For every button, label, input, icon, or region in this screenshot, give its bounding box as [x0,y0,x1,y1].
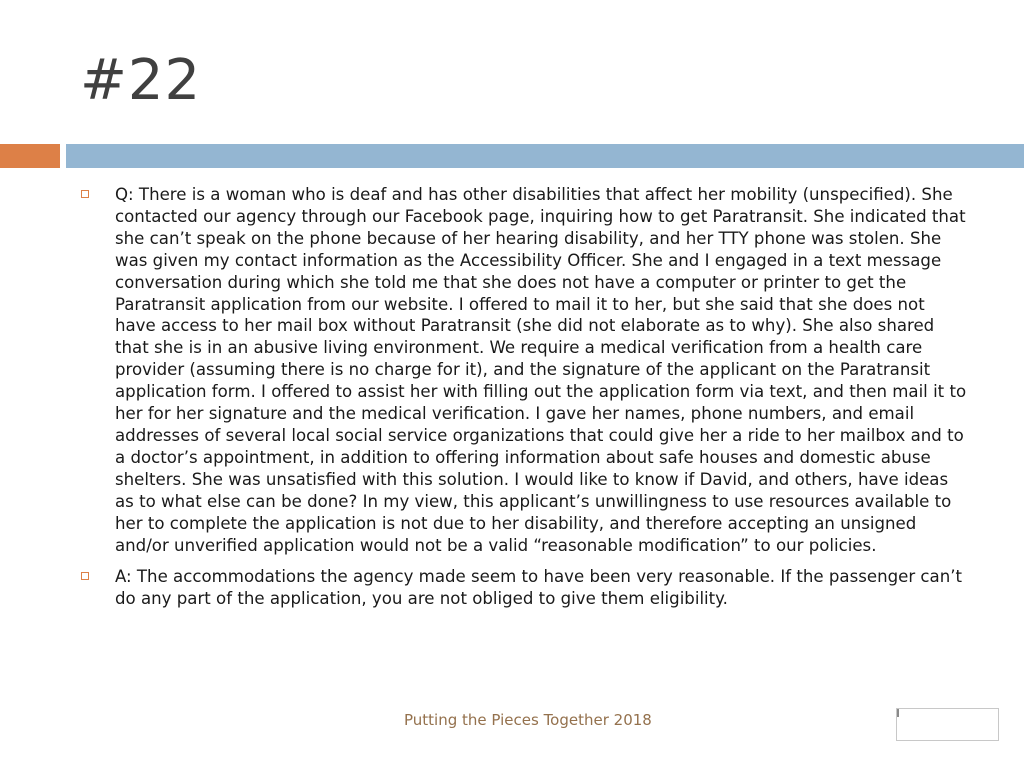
bullet-question-text: Q: There is a woman who is deaf and has other disabilities that affect her mobility (unspecified). She contacted our agency through our Facebook page, inquiring how to get Paratransit. She indicated that she can’t speak on the phone because of her hearing disability, and her TTY phone was stolen. She was given my contact information as the Accessibility Officer. She and I engaged in a text message conversation during which she told me that she does not have a computer or printer to get the Paratransit application from our website. I offered to mail it to her, but she said that she does not have access to her mail box without Paratransit (she did not elaborate as to why). She also shared that she is in an abusive living environment. We require a medical verification from a health care provider (assuming there is no charge for it), and the signature of the applicant on the Paratransit application form. I offered to assist her with filling out the application form via text, and then mail it to her for her signature and the medical verification. I gave her names, phone numbers, and email addresses of several local social service organizations that could give her a ride to her mailbox and to a doctor’s appointment, in addition to offering information about safe houses and domestic abuse shelters. She was unsatisfied with this solution. I would like to know if David, and others, have ideas as to what else can be done? In my view, this applicant’s unwillingness to use resources available to her to complete the application is not due to her disability, and therefore accepting an unsigned and/or unverified application would not be a valid “reasonable modification” to our policies. [115,185,967,555]
square-bullet-icon [81,190,89,198]
accent-bar-orange [0,144,60,168]
bullet-answer [80,566,970,610]
square-bullet-icon [81,572,89,580]
slide-number-box [896,708,999,741]
slide-title: #22 [80,48,202,113]
footer-text: Putting the Pieces Together 2018 [404,711,652,729]
slide-number-cursor-icon [897,709,899,717]
bullet-question [80,184,970,556]
bullet-list [80,184,970,620]
bullet-answer-text: A: The accommodations the agency made seem to have been very reasonable. If the passenger can’t do any part of the application, you are not obliged to give them eligibility. [115,567,963,609]
accent-bar-blue [66,144,1024,168]
